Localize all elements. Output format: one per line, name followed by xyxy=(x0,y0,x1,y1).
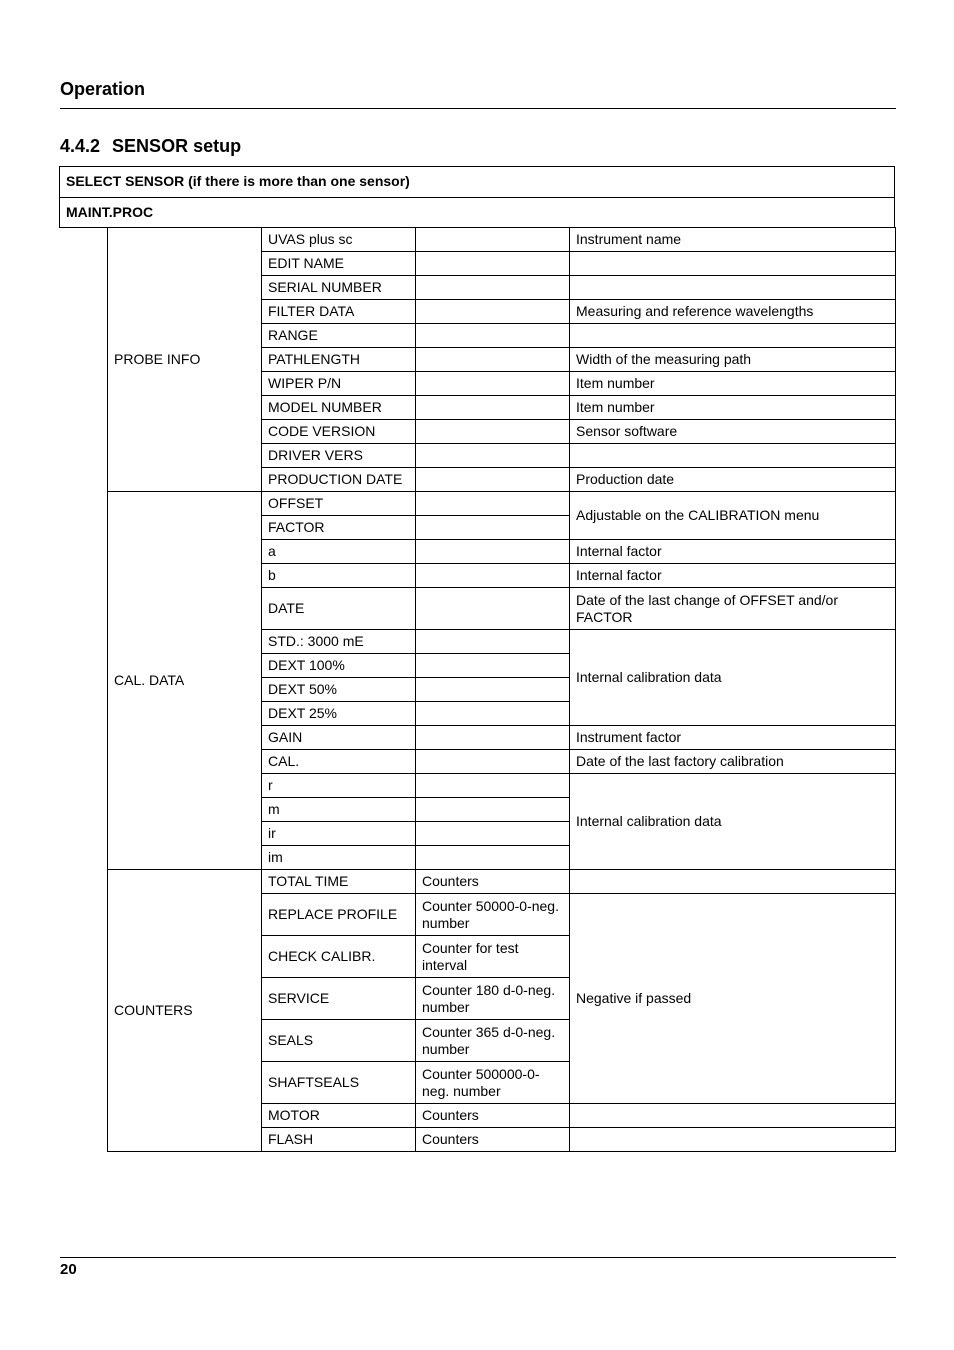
item-description xyxy=(570,324,896,348)
heading-number: 4.4.2 xyxy=(60,136,101,156)
menu-item: DATE xyxy=(262,588,416,630)
item-value xyxy=(416,678,570,702)
item-value: Counter for test interval xyxy=(416,936,570,978)
menu-item: ir xyxy=(262,822,416,846)
select-sensor-row xyxy=(59,166,895,198)
menu-item: FILTER DATA xyxy=(262,300,416,324)
heading-title: SENSOR setup xyxy=(112,136,242,156)
menu-item: DEXT 50% xyxy=(262,678,416,702)
item-description: Negative if passed xyxy=(570,894,896,1104)
item-description xyxy=(570,444,896,468)
item-description xyxy=(570,1104,896,1128)
page-number: 20 xyxy=(60,1261,77,1278)
item-value xyxy=(416,702,570,726)
item-description: Item number xyxy=(570,372,896,396)
menu-item: STD.: 3000 mE xyxy=(262,630,416,654)
item-value xyxy=(416,588,570,630)
item-description xyxy=(570,870,896,894)
item-value xyxy=(416,822,570,846)
item-value xyxy=(416,726,570,750)
menu-item: OFFSET xyxy=(262,492,416,516)
item-value xyxy=(416,420,570,444)
table-row xyxy=(108,492,896,516)
item-description: Date of the last factory calibration xyxy=(570,750,896,774)
item-value: Counters xyxy=(416,1128,570,1152)
item-value xyxy=(416,276,570,300)
item-description: Internal calibration data xyxy=(570,774,896,870)
item-value xyxy=(416,324,570,348)
item-value xyxy=(416,300,570,324)
item-value: Counters xyxy=(416,1104,570,1128)
menu-item: CHECK CALIBR. xyxy=(262,936,416,978)
menu-item: a xyxy=(262,540,416,564)
item-description: Sensor software xyxy=(570,420,896,444)
menu-item: EDIT NAME xyxy=(262,252,416,276)
maint-proc-label: MAINT.PROC xyxy=(66,204,154,220)
item-value xyxy=(416,750,570,774)
menu-item: SERIAL NUMBER xyxy=(262,276,416,300)
item-description: Measuring and reference wavelengths xyxy=(570,300,896,324)
item-description xyxy=(570,276,896,300)
item-description: Adjustable on the CALIBRATION menu xyxy=(570,492,896,540)
item-value: Counter 365 d-0-neg. number xyxy=(416,1020,570,1062)
group-cal-data: CAL. DATA xyxy=(108,492,262,870)
item-value xyxy=(416,774,570,798)
item-value xyxy=(416,468,570,492)
item-description: Internal calibration data xyxy=(570,630,896,726)
footer-rule xyxy=(60,1257,896,1258)
menu-item: MOTOR xyxy=(262,1104,416,1128)
menu-item: WIPER P/N xyxy=(262,372,416,396)
item-value xyxy=(416,564,570,588)
item-value: Counters xyxy=(416,870,570,894)
item-description xyxy=(570,1128,896,1152)
menu-item: SEALS xyxy=(262,1020,416,1062)
item-value: Counter 50000-0-neg. number xyxy=(416,894,570,936)
menu-item: PRODUCTION DATE xyxy=(262,468,416,492)
item-value xyxy=(416,396,570,420)
item-value xyxy=(416,654,570,678)
item-value xyxy=(416,492,570,516)
item-value xyxy=(416,630,570,654)
item-description: Date of the last change of OFFSET and/or FACTOR xyxy=(570,588,896,630)
menu-item: TOTAL TIME xyxy=(262,870,416,894)
menu-item: SHAFTSEALS xyxy=(262,1062,416,1104)
item-value xyxy=(416,444,570,468)
menu-item: DRIVER VERS xyxy=(262,444,416,468)
item-value xyxy=(416,540,570,564)
item-value xyxy=(416,228,570,252)
item-description: Instrument factor xyxy=(570,726,896,750)
menu-item: FACTOR xyxy=(262,516,416,540)
item-description: Production date xyxy=(570,468,896,492)
table-row xyxy=(108,228,896,252)
page-heading xyxy=(60,136,241,157)
menu-item: PATHLENGTH xyxy=(262,348,416,372)
item-value: Counter 500000-0-neg. number xyxy=(416,1062,570,1104)
menu-item: REPLACE PROFILE xyxy=(262,894,416,936)
item-value xyxy=(416,516,570,540)
item-description xyxy=(570,252,896,276)
menu-item: DEXT 25% xyxy=(262,702,416,726)
menu-item: CAL. xyxy=(262,750,416,774)
item-description: Internal factor xyxy=(570,564,896,588)
item-description: Internal factor xyxy=(570,540,896,564)
menu-item: FLASH xyxy=(262,1128,416,1152)
menu-item: RANGE xyxy=(262,324,416,348)
sensor-setup-table xyxy=(107,227,896,1152)
section-header: Operation xyxy=(60,79,146,99)
item-description: Width of the measuring path xyxy=(570,348,896,372)
menu-item: im xyxy=(262,846,416,870)
menu-item: DEXT 100% xyxy=(262,654,416,678)
item-description: Item number xyxy=(570,396,896,420)
menu-item: m xyxy=(262,798,416,822)
menu-item: b xyxy=(262,564,416,588)
maint-proc-row xyxy=(59,197,895,228)
table-row xyxy=(108,870,896,894)
item-value xyxy=(416,372,570,396)
item-value xyxy=(416,846,570,870)
menu-item: r xyxy=(262,774,416,798)
item-value: Counter 180 d-0-neg. number xyxy=(416,978,570,1020)
menu-item: SERVICE xyxy=(262,978,416,1020)
item-value xyxy=(416,348,570,372)
item-description: Instrument name xyxy=(570,228,896,252)
item-value xyxy=(416,252,570,276)
header-rule xyxy=(60,108,896,109)
group-probe-info: PROBE INFO xyxy=(108,228,262,492)
group-counters: COUNTERS xyxy=(108,870,262,1152)
select-sensor-label: SELECT SENSOR (if there is more than one sensor) xyxy=(66,173,410,189)
menu-item: MODEL NUMBER xyxy=(262,396,416,420)
menu-item: GAIN xyxy=(262,726,416,750)
item-value xyxy=(416,798,570,822)
menu-item: UVAS plus sc xyxy=(262,228,416,252)
menu-item: CODE VERSION xyxy=(262,420,416,444)
